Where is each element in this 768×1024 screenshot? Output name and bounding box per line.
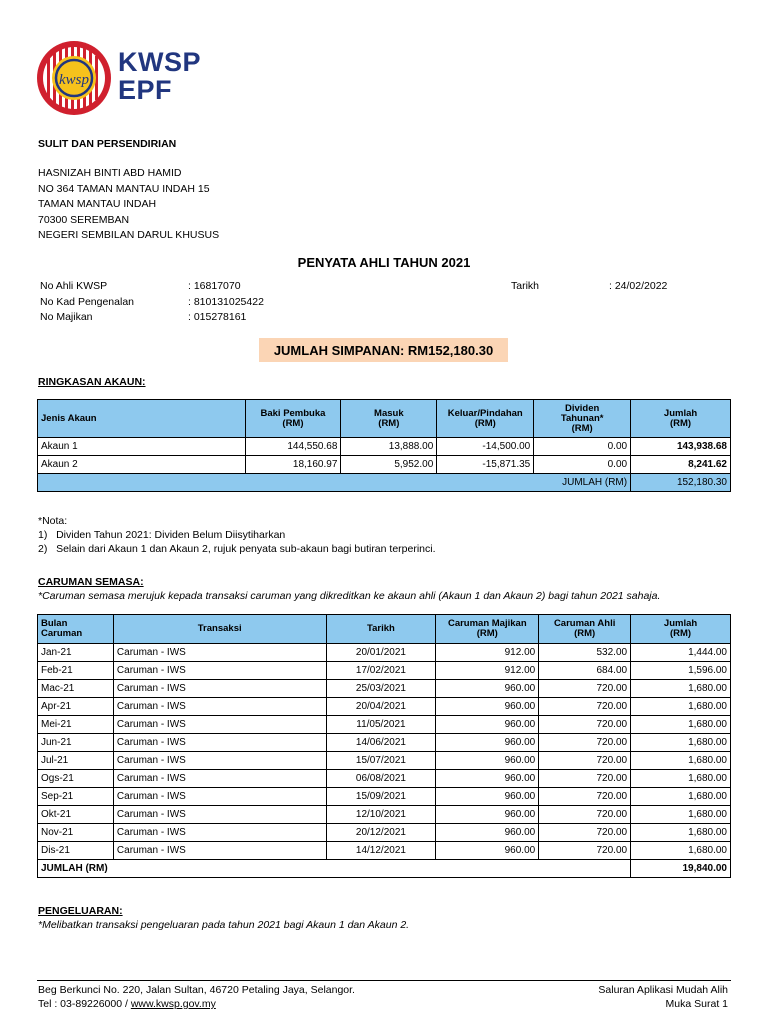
summary-header-row [38,400,731,438]
contrib-cell: 1,680.00 [631,824,731,842]
summary-table [37,399,731,492]
contrib-cell: 1,680.00 [631,770,731,788]
contrib-cell: Caruman - IWS [113,734,326,752]
contrib-row [38,662,731,680]
member-address [38,166,219,244]
notes [38,514,436,556]
contrib-total-value: 19,840.00 [631,860,731,878]
no-ahli-value: : 16817070 [188,280,241,292]
contrib-cell: 960.00 [436,824,539,842]
contrib-row [38,734,731,752]
contrib-cell: Caruman - IWS [113,806,326,824]
contrib-cell: Ogs-21 [38,770,114,788]
kwsp-logo [36,40,112,116]
contrib-cell: 720.00 [539,842,631,860]
summary-header: Baki Pembuka (RM) [245,400,341,438]
summary-cell: Akaun 1 [38,438,246,456]
contrib-row [38,824,731,842]
summary-cell: Akaun 2 [38,456,246,474]
contrib-row [38,806,731,824]
summary-total-label: JUMLAH (RM) [38,474,631,492]
svg-text:kwsp: kwsp [59,72,89,88]
contrib-header: Tarikh [326,615,436,644]
contrib-cell: 14/12/2021 [326,842,436,860]
contrib-cell: 17/02/2021 [326,662,436,680]
summary-cell: 0.00 [534,438,631,456]
contrib-cell: Caruman - IWS [113,644,326,662]
contrib-cell: 1,680.00 [631,752,731,770]
contrib-row [38,644,731,662]
note-line: 2) Selain dari Akaun 1 dan Akaun 2, rujuk penyata sub-akaun bagi butiran terperinci. [38,543,436,555]
contrib-cell: 960.00 [436,806,539,824]
address-line: TAMAN MANTAU INDAH [38,198,157,210]
contrib-subtitle: *Caruman semasa merujuk kepada transaksi caruman yang dikreditkan ke akaun ahli (Akaun 1 dan Akaun 2) bagi tahun 2021 sahaja. [38,590,661,602]
contrib-cell: Dis-21 [38,842,114,860]
contrib-cell: 960.00 [436,698,539,716]
contrib-header: Caruman Majikan (RM) [436,615,539,644]
contrib-cell: 684.00 [539,662,631,680]
contrib-cell: 720.00 [539,716,631,734]
contrib-cell: 720.00 [539,680,631,698]
withdrawal-heading: PENGELUARAN: [38,905,123,917]
contrib-row [38,788,731,806]
summary-row [38,438,731,456]
summary-row [38,456,731,474]
contrib-cell: 912.00 [436,662,539,680]
contrib-cell: 720.00 [539,734,631,752]
summary-cell: 0.00 [534,456,631,474]
contrib-cell: 15/07/2021 [326,752,436,770]
footer-address: Beg Berkunci No. 220, Jalan Sultan, 46720 Petaling Jaya, Selangor. [38,984,355,996]
brand-line2: EPF [118,75,173,105]
contrib-row [38,680,731,698]
summary-cell: 13,888.00 [341,438,437,456]
contrib-cell: 1,680.00 [631,806,731,824]
majikan-value: : 015278161 [188,311,247,323]
contrib-cell: 15/09/2021 [326,788,436,806]
contrib-cell: 1,680.00 [631,734,731,752]
summary-cell: 5,952.00 [341,456,437,474]
contrib-cell: 960.00 [436,752,539,770]
summary-cell: -14,500.00 [437,438,534,456]
majikan-label: No Majikan [40,311,93,323]
brand-wordmark [118,48,201,104]
contrib-cell: 960.00 [436,716,539,734]
summary-header: Masuk (RM) [341,400,437,438]
summary-header: Jumlah (RM) [631,400,731,438]
note-line: *Nota: [38,515,68,527]
contrib-cell: Jun-21 [38,734,114,752]
contrib-cell: Nov-21 [38,824,114,842]
address-line: HASNIZAH BINTI ABD HAMID [38,167,182,179]
summary-cell: 18,160.97 [245,456,341,474]
footer-channel: Saluran Aplikasi Mudah Alih [598,984,728,996]
contrib-header: Transaksi [113,615,326,644]
contrib-cell: 720.00 [539,698,631,716]
contrib-cell: 14/06/2021 [326,734,436,752]
summary-cell: -15,871.35 [437,456,534,474]
contrib-cell: 960.00 [436,770,539,788]
contrib-header: Bulan Caruman [38,615,114,644]
contrib-cell: 1,680.00 [631,698,731,716]
contrib-cell: Caruman - IWS [113,662,326,680]
contrib-cell: Jul-21 [38,752,114,770]
contrib-row [38,716,731,734]
summary-cell: 144,550.68 [245,438,341,456]
contrib-cell: Caruman - IWS [113,770,326,788]
footer-website-link[interactable]: www.kwsp.gov.my [130,998,216,1010]
note-line: 1) Dividen Tahun 2021: Dividen Belum Diisytiharkan [38,529,286,541]
contrib-total-row [38,860,731,878]
contrib-cell: Okt-21 [38,806,114,824]
contrib-row [38,752,731,770]
contrib-total-label: JUMLAH (RM) [38,860,631,878]
contrib-cell: Caruman - IWS [113,680,326,698]
contrib-cell: 12/10/2021 [326,806,436,824]
contrib-cell: Caruman - IWS [113,824,326,842]
contrib-cell: Caruman - IWS [113,698,326,716]
address-line: NO 364 TAMAN MANTAU INDAH 15 [38,182,210,195]
contrib-cell: Mei-21 [38,716,114,734]
contrib-cell: Caruman - IWS [113,842,326,860]
contrib-cell: Jan-21 [38,644,114,662]
footer-tel: Tel : 03-89226000 / [38,998,131,1010]
summary-total-row [38,474,731,492]
info-labels [40,279,134,326]
contrib-cell: 720.00 [539,770,631,788]
tarikh-value: : 24/02/2022 [609,280,668,292]
contrib-cell: 960.00 [436,788,539,806]
contrib-cell: 1,680.00 [631,842,731,860]
contrib-cell: Apr-21 [38,698,114,716]
withdrawal-subtitle: *Melibatkan transaksi pengeluaran pada tahun 2021 bagi Akaun 1 dan Akaun 2. [38,919,410,931]
no-ahli-label: No Ahli KWSP [40,280,108,292]
address-line: 70300 SEREMBAN [38,213,130,226]
contrib-table [37,614,731,878]
footer-divider [37,980,731,981]
contrib-header: Caruman Ahli (RM) [539,615,631,644]
contrib-cell: 720.00 [539,806,631,824]
contrib-cell: Sep-21 [38,788,114,806]
summary-header: Dividen Tahunan* (RM) [534,400,631,438]
contrib-header: Jumlah (RM) [631,615,731,644]
summary-cell: 143,938.68 [631,438,731,456]
summary-cell: 8,241.62 [631,456,731,474]
address-line: NEGERI SEMBILAN DARUL KHUSUS [38,229,220,241]
contrib-cell: 06/08/2021 [326,770,436,788]
contrib-header-row [38,615,731,644]
contrib-cell: 960.00 [436,842,539,860]
contrib-cell: 1,680.00 [631,716,731,734]
footer-contact [38,997,216,1013]
contrib-cell: Caruman - IWS [113,716,326,734]
contrib-row [38,842,731,860]
contrib-cell: 20/01/2021 [326,644,436,662]
contrib-cell: 1,444.00 [631,644,731,662]
footer-page: Muka Surat 1 [665,998,728,1010]
contrib-cell: 25/03/2021 [326,680,436,698]
tarikh-label: Tarikh [511,280,540,292]
summary-header: Keluar/Pindahan (RM) [437,400,534,438]
contrib-cell: Caruman - IWS [113,752,326,770]
statement-title: PENYATA AHLI TAHUN 2021 [297,255,471,270]
contrib-cell: 960.00 [436,734,539,752]
kad-value: : 810131025422 [188,295,264,308]
contrib-row [38,770,731,788]
contrib-cell: Caruman - IWS [113,788,326,806]
contrib-row [38,698,731,716]
contrib-cell: 912.00 [436,644,539,662]
contrib-cell: 960.00 [436,680,539,698]
summary-heading: RINGKASAN AKAUN: [38,376,146,388]
contrib-cell: Feb-21 [38,662,114,680]
summary-total-value: 152,180.30 [631,474,731,492]
kad-label: No Kad Pengenalan [40,295,134,308]
contrib-cell: 720.00 [539,752,631,770]
contrib-cell: 20/04/2021 [326,698,436,716]
contrib-cell: Mac-21 [38,680,114,698]
summary-header: Jenis Akaun [38,400,246,438]
brand-line1: KWSP [118,47,201,77]
contrib-body [38,644,731,860]
contrib-cell: 11/05/2021 [326,716,436,734]
contrib-cell: 720.00 [539,824,631,842]
contrib-cell: 20/12/2021 [326,824,436,842]
confidential-label: SULIT DAN PERSENDIRIAN [38,138,177,150]
contrib-cell: 720.00 [539,788,631,806]
contrib-heading: CARUMAN SEMASA: [38,576,144,588]
contrib-cell: 1,680.00 [631,788,731,806]
contrib-cell: 1,680.00 [631,680,731,698]
info-values [188,279,264,326]
total-savings-box: JUMLAH SIMPANAN: RM152,180.30 [259,338,508,362]
contrib-cell: 532.00 [539,644,631,662]
contrib-cell: 1,596.00 [631,662,731,680]
